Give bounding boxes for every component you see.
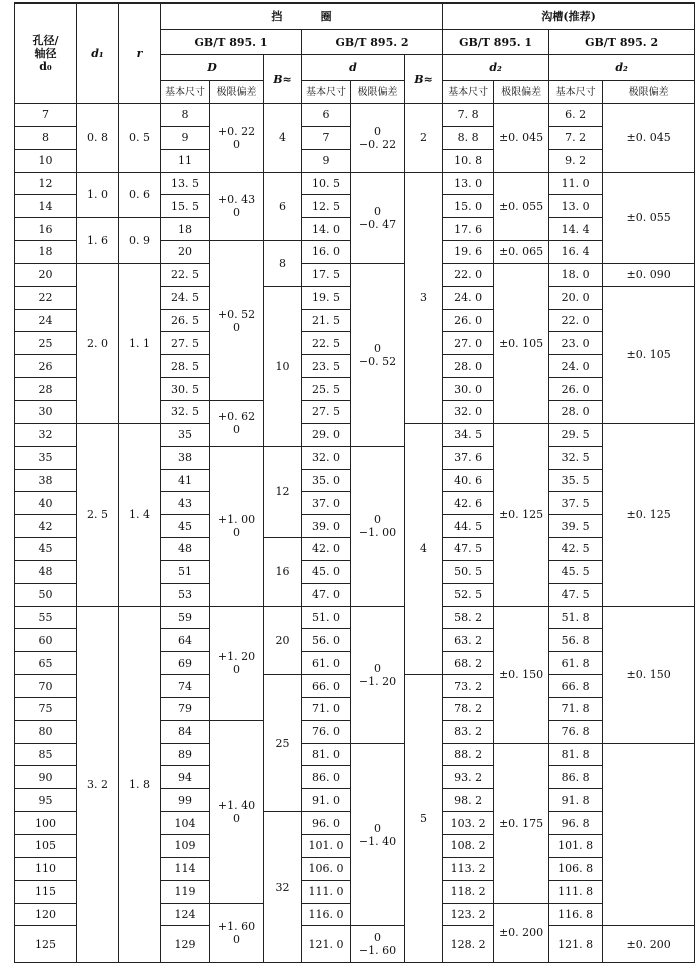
bore-shaft-cell: 22 <box>15 286 77 309</box>
B1-cell: 32 <box>264 812 302 963</box>
d2-1-basic-cell: 47. 5 <box>443 538 494 561</box>
bore-shaft-cell: 12 <box>15 172 77 195</box>
d1-cell: 2. 0 <box>77 263 119 423</box>
D-basic-cell: 41 <box>161 469 210 492</box>
d2-1-basic-cell: 42. 6 <box>443 492 494 515</box>
d2-1-basic-cell: 8. 8 <box>443 126 494 149</box>
B1-cell: 25 <box>264 675 302 812</box>
B1-cell: 12 <box>264 446 302 537</box>
D-limit-cell: +1. 40 0 <box>210 720 264 903</box>
d2-2-basic-cell: 13. 0 <box>549 195 603 218</box>
d2-2-basic-cell: 56. 8 <box>549 629 603 652</box>
d-limit-cell: 0 −0. 22 <box>351 104 405 173</box>
D-basic-cell: 69 <box>161 652 210 675</box>
d2-2-basic-cell: 101. 8 <box>549 835 603 858</box>
d2-2-basic-cell: 6. 2 <box>549 104 603 127</box>
header-B1: B≈ <box>264 55 302 104</box>
bore-shaft-cell: 20 <box>15 263 77 286</box>
d-basic-cell: 116. 0 <box>302 903 351 926</box>
d2-1-basic-cell: 19. 6 <box>443 241 494 264</box>
bore-shaft-cell: 30 <box>15 400 77 423</box>
D-basic-cell: 9 <box>161 126 210 149</box>
d-basic-cell: 66. 0 <box>302 675 351 698</box>
d2-1-basic-cell: 32. 0 <box>443 400 494 423</box>
d2-1-basic-cell: 27. 0 <box>443 332 494 355</box>
d-basic-cell: 12. 5 <box>302 195 351 218</box>
D-basic-cell: 27. 5 <box>161 332 210 355</box>
bore-shaft-cell: 120 <box>15 903 77 926</box>
d-basic-cell: 29. 0 <box>302 423 351 446</box>
D-basic-cell: 124 <box>161 903 210 926</box>
bore-shaft-cell: 25 <box>15 332 77 355</box>
header-retainer-std2: GB/T 895. 2 <box>302 30 443 55</box>
d-basic-cell: 37. 0 <box>302 492 351 515</box>
d2-2-basic-cell: 23. 0 <box>549 332 603 355</box>
d2-2-basic-cell: 22. 0 <box>549 309 603 332</box>
d2-1-basic-cell: 28. 0 <box>443 355 494 378</box>
table-row <box>15 104 695 127</box>
d1-cell: 3. 2 <box>77 606 119 963</box>
bore-shaft-cell: 8 <box>15 126 77 149</box>
d2-2-basic-cell: 14. 4 <box>549 218 603 241</box>
D-basic-cell: 51 <box>161 560 210 583</box>
d2-1-basic-cell: 26. 0 <box>443 309 494 332</box>
d-basic-cell: 81. 0 <box>302 743 351 766</box>
d-basic-cell: 91. 0 <box>302 789 351 812</box>
bore-shaft-cell: 48 <box>15 560 77 583</box>
d2-1-basic-cell: 58. 2 <box>443 606 494 629</box>
D-basic-cell: 48 <box>161 538 210 561</box>
table-header <box>15 3 695 104</box>
d2-2-basic-cell: 47. 5 <box>549 583 603 606</box>
header-d2-std1: d₂ <box>443 55 549 81</box>
r-cell: 1. 1 <box>119 263 161 423</box>
d2-2-basic-cell: 26. 0 <box>549 378 603 401</box>
d2-2-limit-cell: ±0. 150 <box>603 606 695 743</box>
bore-shaft-cell: 18 <box>15 241 77 264</box>
d-basic-cell: 45. 0 <box>302 560 351 583</box>
d2-2-basic-cell: 9. 2 <box>549 149 603 172</box>
d2-1-basic-cell: 34. 5 <box>443 423 494 446</box>
header-d2-2-limit: 极限偏差 <box>603 81 695 104</box>
bore-shaft-cell: 125 <box>15 926 77 963</box>
header-d2-2-basic: 基本尺寸 <box>549 81 603 104</box>
d2-2-basic-cell: 71. 8 <box>549 697 603 720</box>
d2-2-basic-cell: 61. 8 <box>549 652 603 675</box>
D-basic-cell: 15. 5 <box>161 195 210 218</box>
D-limit-cell: +1. 00 0 <box>210 446 264 606</box>
D-basic-cell: 24. 5 <box>161 286 210 309</box>
D-basic-cell: 22. 5 <box>161 263 210 286</box>
header-r: r <box>119 3 161 104</box>
d2-2-limit-cell: ±0. 125 <box>603 423 695 606</box>
d2-1-limit-cell: ±0. 045 <box>494 104 549 173</box>
d-basic-cell: 22. 5 <box>302 332 351 355</box>
d2-2-basic-cell: 96. 8 <box>549 812 603 835</box>
D-basic-cell: 119 <box>161 880 210 903</box>
D-basic-cell: 45 <box>161 515 210 538</box>
header-groove-std2: GB/T 895. 2 <box>549 30 695 55</box>
bore-shaft-cell: 7 <box>15 104 77 127</box>
bore-shaft-cell: 105 <box>15 835 77 858</box>
d-basic-cell: 16. 0 <box>302 241 351 264</box>
header-retainer-std1: GB/T 895. 1 <box>161 30 302 55</box>
d-basic-cell: 96. 0 <box>302 812 351 835</box>
d-basic-cell: 9 <box>302 149 351 172</box>
table-row <box>15 606 695 629</box>
D-basic-cell: 114 <box>161 857 210 880</box>
D-limit-cell: +1. 60 0 <box>210 903 264 963</box>
d2-2-basic-cell: 86. 8 <box>549 766 603 789</box>
D-basic-cell: 28. 5 <box>161 355 210 378</box>
d-basic-cell: 21. 5 <box>302 309 351 332</box>
d-basic-cell: 10. 5 <box>302 172 351 195</box>
circlip-dimension-table-container <box>14 2 695 963</box>
d1-cell: 1. 0 <box>77 172 119 218</box>
d2-2-basic-cell: 76. 8 <box>549 720 603 743</box>
d2-1-limit-cell: ±0. 150 <box>494 606 549 743</box>
d2-2-limit-cell: ±0. 200 <box>603 926 695 963</box>
d2-2-limit-cell: ±0. 090 <box>603 263 695 286</box>
bore-shaft-cell: 50 <box>15 583 77 606</box>
d2-2-basic-cell: 29. 5 <box>549 423 603 446</box>
r-cell: 0. 6 <box>119 172 161 218</box>
header-bore-shaft-diameter: 孔径/ 轴径 d₀ <box>15 3 77 104</box>
d2-1-basic-cell: 40. 6 <box>443 469 494 492</box>
d-limit-cell: 0 −1. 60 <box>351 926 405 963</box>
d2-1-basic-cell: 78. 2 <box>443 697 494 720</box>
D-basic-cell: 64 <box>161 629 210 652</box>
bore-shaft-cell: 26 <box>15 355 77 378</box>
d-basic-cell: 56. 0 <box>302 629 351 652</box>
d2-1-basic-cell: 98. 2 <box>443 789 494 812</box>
bore-shaft-cell: 70 <box>15 675 77 698</box>
bore-shaft-cell: 95 <box>15 789 77 812</box>
bore-shaft-cell: 100 <box>15 812 77 835</box>
d2-2-basic-cell: 7. 2 <box>549 126 603 149</box>
B2-cell: 3 <box>405 172 443 423</box>
d2-2-limit-cell <box>603 743 695 926</box>
d2-1-basic-cell: 7. 8 <box>443 104 494 127</box>
d2-2-basic-cell: 28. 0 <box>549 400 603 423</box>
D-basic-cell: 11 <box>161 149 210 172</box>
d2-1-basic-cell: 128. 2 <box>443 926 494 963</box>
header-d2-1-basic: 基本尺寸 <box>443 81 494 104</box>
d1-cell: 1. 6 <box>77 218 119 264</box>
d2-1-basic-cell: 63. 2 <box>443 629 494 652</box>
r-cell: 1. 8 <box>119 606 161 963</box>
d-basic-cell: 71. 0 <box>302 697 351 720</box>
D-basic-cell: 74 <box>161 675 210 698</box>
d-basic-cell: 101. 0 <box>302 835 351 858</box>
d2-2-basic-cell: 39. 5 <box>549 515 603 538</box>
d-basic-cell: 19. 5 <box>302 286 351 309</box>
bore-shaft-cell: 85 <box>15 743 77 766</box>
d2-2-basic-cell: 35. 5 <box>549 469 603 492</box>
bore-shaft-cell: 80 <box>15 720 77 743</box>
B1-cell: 20 <box>264 606 302 675</box>
B2-cell: 2 <box>405 104 443 173</box>
D-basic-cell: 32. 5 <box>161 400 210 423</box>
D-basic-cell: 109 <box>161 835 210 858</box>
d2-1-limit-cell: ±0. 200 <box>494 903 549 963</box>
d-basic-cell: 7 <box>302 126 351 149</box>
bore-shaft-cell: 110 <box>15 857 77 880</box>
bore-shaft-cell: 16 <box>15 218 77 241</box>
d2-2-basic-cell: 32. 5 <box>549 446 603 469</box>
D-limit-cell: +0. 43 0 <box>210 172 264 241</box>
header-B2: B≈ <box>405 55 443 104</box>
header-d: d <box>302 55 405 81</box>
d2-1-limit-cell: ±0. 105 <box>494 263 549 423</box>
bore-shaft-cell: 28 <box>15 378 77 401</box>
d-limit-cell: 0 −1. 40 <box>351 743 405 926</box>
d2-2-basic-cell: 45. 5 <box>549 560 603 583</box>
d2-1-basic-cell: 108. 2 <box>443 835 494 858</box>
d2-2-basic-cell: 91. 8 <box>549 789 603 812</box>
d-basic-cell: 76. 0 <box>302 720 351 743</box>
d2-1-limit-cell: ±0. 065 <box>494 241 549 264</box>
D-basic-cell: 30. 5 <box>161 378 210 401</box>
D-limit-cell: +0. 52 0 <box>210 241 264 401</box>
d2-1-basic-cell: 52. 5 <box>443 583 494 606</box>
B1-cell: 8 <box>264 241 302 287</box>
header-d2-std2: d₂ <box>549 55 695 81</box>
d2-1-basic-cell: 113. 2 <box>443 857 494 880</box>
bore-shaft-cell: 42 <box>15 515 77 538</box>
d2-1-basic-cell: 118. 2 <box>443 880 494 903</box>
d2-2-basic-cell: 20. 0 <box>549 286 603 309</box>
d-limit-cell: 0 −1. 20 <box>351 606 405 743</box>
d2-2-basic-cell: 37. 5 <box>549 492 603 515</box>
d-basic-cell: 27. 5 <box>302 400 351 423</box>
D-basic-cell: 20 <box>161 241 210 264</box>
d-basic-cell: 121. 0 <box>302 926 351 963</box>
header-d-limit: 极限偏差 <box>351 81 405 104</box>
D-basic-cell: 84 <box>161 720 210 743</box>
d2-1-basic-cell: 17. 6 <box>443 218 494 241</box>
d2-1-basic-cell: 123. 2 <box>443 903 494 926</box>
header-retainer: 挡 圈 <box>161 3 443 30</box>
D-basic-cell: 26. 5 <box>161 309 210 332</box>
D-basic-cell: 18 <box>161 218 210 241</box>
d2-2-basic-cell: 51. 8 <box>549 606 603 629</box>
header-d-basic: 基本尺寸 <box>302 81 351 104</box>
d-basic-cell: 25. 5 <box>302 378 351 401</box>
bore-shaft-cell: 115 <box>15 880 77 903</box>
d-basic-cell: 23. 5 <box>302 355 351 378</box>
header-d2-1-limit: 极限偏差 <box>494 81 549 104</box>
d2-2-basic-cell: 66. 8 <box>549 675 603 698</box>
d2-2-limit-cell: ±0. 105 <box>603 286 695 423</box>
r-cell: 1. 4 <box>119 423 161 606</box>
d-basic-cell: 6 <box>302 104 351 127</box>
bore-shaft-cell: 55 <box>15 606 77 629</box>
bore-shaft-cell: 90 <box>15 766 77 789</box>
d-basic-cell: 47. 0 <box>302 583 351 606</box>
bore-shaft-cell: 32 <box>15 423 77 446</box>
d2-1-basic-cell: 68. 2 <box>443 652 494 675</box>
d2-2-basic-cell: 116. 8 <box>549 903 603 926</box>
r-cell: 0. 5 <box>119 104 161 173</box>
D-basic-cell: 89 <box>161 743 210 766</box>
d2-2-basic-cell: 111. 8 <box>549 880 603 903</box>
bore-shaft-cell: 40 <box>15 492 77 515</box>
d-basic-cell: 17. 5 <box>302 263 351 286</box>
D-basic-cell: 53 <box>161 583 210 606</box>
d2-1-basic-cell: 22. 0 <box>443 263 494 286</box>
B1-cell: 6 <box>264 172 302 241</box>
B2-cell: 5 <box>405 675 443 963</box>
bore-shaft-cell: 60 <box>15 629 77 652</box>
d-basic-cell: 106. 0 <box>302 857 351 880</box>
d-basic-cell: 42. 0 <box>302 538 351 561</box>
d-limit-cell: 0 −0. 47 <box>351 172 405 263</box>
d2-1-basic-cell: 88. 2 <box>443 743 494 766</box>
d2-2-limit-cell: ±0. 045 <box>603 104 695 173</box>
d2-2-basic-cell: 121. 8 <box>549 926 603 963</box>
D-limit-cell: +1. 20 0 <box>210 606 264 720</box>
D-basic-cell: 13. 5 <box>161 172 210 195</box>
bore-shaft-cell: 35 <box>15 446 77 469</box>
header-D: D <box>161 55 264 81</box>
d-basic-cell: 14. 0 <box>302 218 351 241</box>
d2-1-basic-cell: 30. 0 <box>443 378 494 401</box>
d2-1-basic-cell: 15. 0 <box>443 195 494 218</box>
d2-1-basic-cell: 50. 5 <box>443 560 494 583</box>
bore-shaft-cell: 38 <box>15 469 77 492</box>
d2-2-basic-cell: 24. 0 <box>549 355 603 378</box>
d2-2-basic-cell: 42. 5 <box>549 538 603 561</box>
d-limit-cell: 0 −0. 52 <box>351 263 405 446</box>
d2-2-basic-cell: 16. 4 <box>549 241 603 264</box>
bore-shaft-cell: 24 <box>15 309 77 332</box>
B1-cell: 4 <box>264 104 302 173</box>
D-basic-cell: 79 <box>161 697 210 720</box>
d2-1-limit-cell: ±0. 175 <box>494 743 549 903</box>
bore-shaft-cell: 75 <box>15 697 77 720</box>
B1-cell: 10 <box>264 286 302 446</box>
table-body <box>15 104 695 963</box>
D-basic-cell: 129 <box>161 926 210 963</box>
D-basic-cell: 43 <box>161 492 210 515</box>
d2-2-basic-cell: 18. 0 <box>549 263 603 286</box>
header-groove-std1: GB/T 895. 1 <box>443 30 549 55</box>
d2-1-basic-cell: 93. 2 <box>443 766 494 789</box>
B1-cell: 16 <box>264 538 302 607</box>
circlip-dimension-table <box>14 2 695 963</box>
d2-2-basic-cell: 11. 0 <box>549 172 603 195</box>
d2-1-basic-cell: 13. 0 <box>443 172 494 195</box>
d-basic-cell: 39. 0 <box>302 515 351 538</box>
D-basic-cell: 8 <box>161 104 210 127</box>
d-basic-cell: 86. 0 <box>302 766 351 789</box>
d2-1-basic-cell: 44. 5 <box>443 515 494 538</box>
d2-1-limit-cell: ±0. 125 <box>494 423 549 606</box>
d2-1-basic-cell: 10. 8 <box>443 149 494 172</box>
d1-cell: 0. 8 <box>77 104 119 173</box>
B2-cell: 4 <box>405 423 443 674</box>
d2-1-limit-cell: ±0. 055 <box>494 172 549 241</box>
d-limit-cell: 0 −1. 00 <box>351 446 405 606</box>
d2-1-basic-cell: 24. 0 <box>443 286 494 309</box>
D-basic-cell: 99 <box>161 789 210 812</box>
d2-1-basic-cell: 73. 2 <box>443 675 494 698</box>
table-row <box>15 172 695 195</box>
header-d1: d₁ <box>77 3 119 104</box>
d2-2-limit-cell: ±0. 055 <box>603 172 695 263</box>
header-D-basic: 基本尺寸 <box>161 81 210 104</box>
D-basic-cell: 94 <box>161 766 210 789</box>
D-basic-cell: 104 <box>161 812 210 835</box>
d-basic-cell: 51. 0 <box>302 606 351 629</box>
bore-shaft-cell: 65 <box>15 652 77 675</box>
d2-2-basic-cell: 106. 8 <box>549 857 603 880</box>
d1-cell: 2. 5 <box>77 423 119 606</box>
d-basic-cell: 32. 0 <box>302 446 351 469</box>
d2-1-basic-cell: 37. 6 <box>443 446 494 469</box>
d2-1-basic-cell: 103. 2 <box>443 812 494 835</box>
d2-1-basic-cell: 83. 2 <box>443 720 494 743</box>
D-basic-cell: 38 <box>161 446 210 469</box>
D-basic-cell: 35 <box>161 423 210 446</box>
r-cell: 0. 9 <box>119 218 161 264</box>
d-basic-cell: 35. 0 <box>302 469 351 492</box>
d2-2-basic-cell: 81. 8 <box>549 743 603 766</box>
D-basic-cell: 59 <box>161 606 210 629</box>
bore-shaft-cell: 10 <box>15 149 77 172</box>
header-D-limit: 极限偏差 <box>210 81 264 104</box>
table-row <box>15 263 695 286</box>
d-basic-cell: 111. 0 <box>302 880 351 903</box>
header-groove: 沟槽(推荐) <box>443 3 695 30</box>
d-basic-cell: 61. 0 <box>302 652 351 675</box>
bore-shaft-cell: 45 <box>15 538 77 561</box>
bore-shaft-cell: 14 <box>15 195 77 218</box>
D-limit-cell: +0. 62 0 <box>210 400 264 446</box>
D-limit-cell: +0. 22 0 <box>210 104 264 173</box>
